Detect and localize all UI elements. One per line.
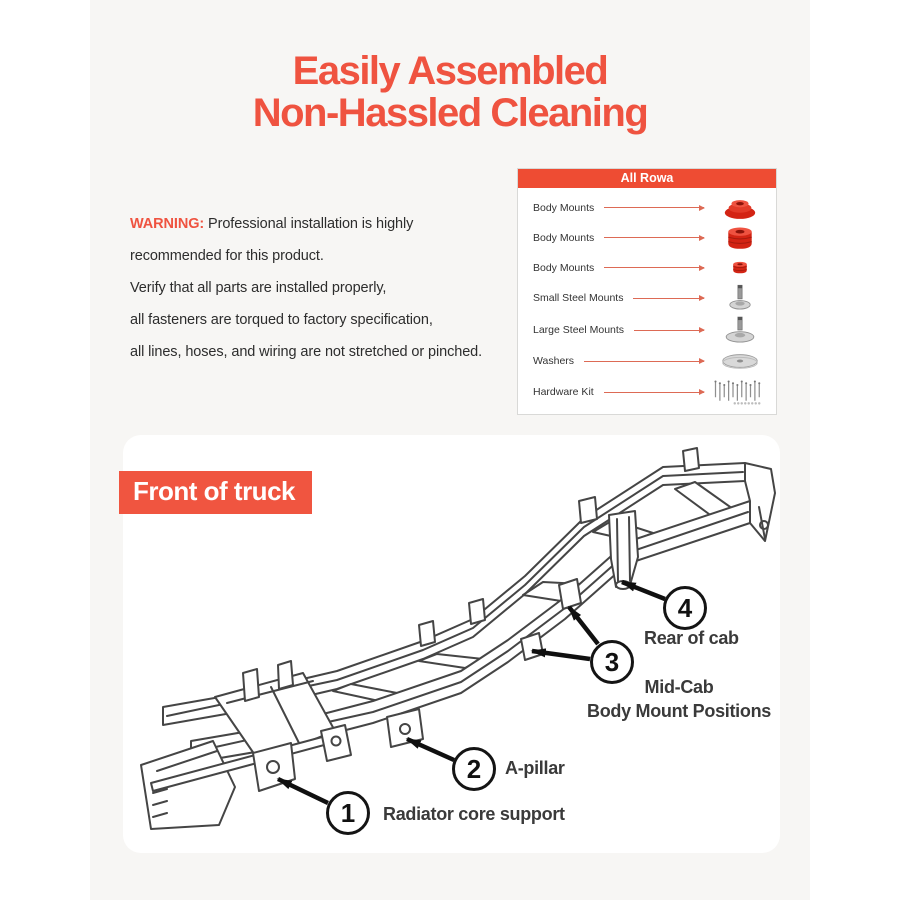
bushing-dome-icon [712, 195, 768, 221]
steel-mount-small-icon [712, 282, 768, 314]
parts-table-row [518, 193, 776, 223]
parts-table [517, 168, 777, 415]
warning-line: recommended for this product. [130, 248, 324, 264]
pointer-arrow [633, 298, 704, 299]
callout-circle-2: 2 [452, 747, 496, 791]
part-label: Hardware Kit [533, 386, 594, 399]
part-label: Body Mounts [533, 231, 595, 244]
part-label: Small Steel Mounts [533, 292, 624, 305]
warning-block [130, 208, 510, 368]
callout-label-3-line2: Body Mount Positions [587, 701, 771, 721]
pointer-arrow [604, 237, 704, 238]
warning-line [130, 208, 510, 240]
parts-table-row [518, 314, 776, 346]
washer-icon [712, 352, 768, 370]
arrow-to-radiator-support [278, 779, 328, 803]
arrow-to-midcab-upper [569, 607, 598, 644]
title-line-2: Non-Hassled Cleaning [252, 91, 648, 135]
parts-table-row [518, 282, 776, 314]
callout-circle-4: 4 [663, 586, 707, 630]
parts-table-header: All Rowa [518, 169, 776, 188]
pointer-arrow [634, 330, 704, 331]
callout-label-3 [569, 675, 789, 723]
part-label: Washers [533, 355, 575, 368]
warning-line: all lines, hoses, and wiring are not stretched or pinched. [130, 344, 483, 360]
parts-table-row [518, 376, 776, 408]
bushing-small-icon [712, 257, 768, 279]
arrow-to-rear-of-cab [622, 582, 665, 599]
hardware-kit-icon [712, 376, 768, 408]
warning-line: Verify that all parts are installed properly, [130, 280, 387, 296]
parts-table-row [518, 253, 776, 283]
part-label: Body Mounts [533, 201, 595, 214]
bushing-tall-icon [712, 223, 768, 253]
callout-circle-3: 3 [590, 640, 634, 684]
part-label: Body Mounts [533, 261, 595, 274]
callout-label-3-line1: Mid-Cab [644, 677, 714, 697]
warning-text-1: Professional installation is highly [208, 216, 414, 232]
pointer-arrow [604, 267, 704, 268]
steel-mount-large-icon [712, 314, 768, 346]
warning-line: all fasteners are torqued to factory specification, [130, 312, 433, 328]
parts-table-row [518, 223, 776, 253]
page-title [90, 50, 810, 134]
parts-table-row [518, 346, 776, 376]
part-label: Large Steel Mounts [533, 324, 625, 337]
parts-table-rows [518, 188, 776, 414]
front-of-truck-label: Front of truck [119, 471, 312, 514]
callout-label-4: Rear of cab [644, 628, 739, 648]
callout-label-2: A-pillar [505, 758, 565, 778]
pointer-arrow [584, 361, 704, 362]
truck-diagram-card [123, 435, 780, 853]
warning-label: WARNING: [130, 216, 205, 232]
pointer-arrow [604, 207, 704, 208]
callout-label-1: Radiator core support [383, 804, 565, 824]
pointer-arrow [604, 392, 704, 393]
arrow-to-a-pillar [407, 739, 454, 760]
arrow-to-midcab-lower [532, 651, 590, 659]
callout-circle-1: 1 [326, 791, 370, 835]
title-line-1: Easily Assembled [292, 49, 608, 93]
